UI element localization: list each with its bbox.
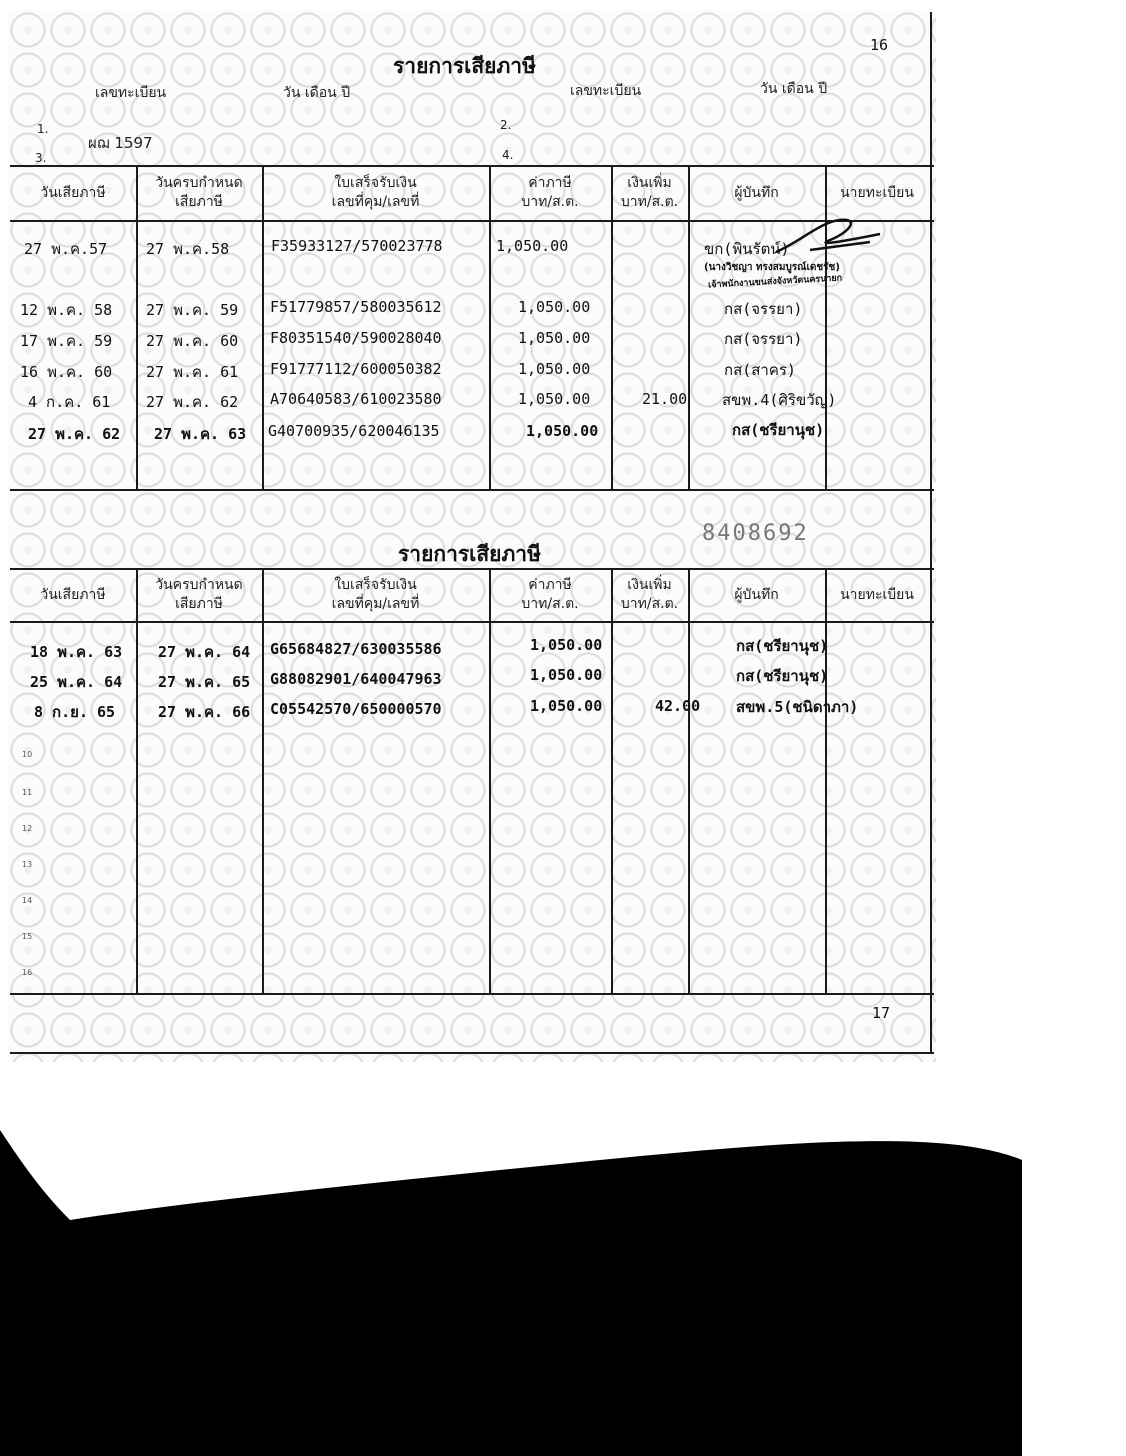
tax-amount: 1,050.00 (518, 329, 591, 347)
header-receipt-line2: เลขที่คุม/เลขที่ (331, 194, 420, 210)
table2-col-divider (136, 568, 138, 995)
header-receipt-line2: เลขที่คุม/เลขที่ (331, 596, 420, 612)
date-label-left: วัน เดือน ปี (283, 85, 351, 101)
tax-amount: 1,050.00 (496, 237, 569, 255)
recorder: กส(จรรยา) (724, 300, 803, 318)
receipt-number: G40700935/620046135 (268, 422, 440, 440)
tax-amount: 1,050.00 (526, 422, 599, 440)
receipt-number: F80351540/590028040 (270, 329, 442, 347)
paid-date: 25 พ.ค. 64 (30, 673, 123, 691)
due-date: 27 พ.ค.58 (146, 240, 230, 258)
reg-label-left: เลขทะเบียน (95, 85, 167, 101)
receipt-number: C05542570/650000570 (270, 700, 442, 718)
official-stamp-title: เจ้าพนักงานขนส่งจังหวัดนครนายก (707, 273, 843, 291)
row-number: 10 (22, 750, 33, 759)
header-paid-date: วันเสียภาษี (40, 185, 106, 201)
reg-value-1: ผฌ 1597 (88, 134, 153, 152)
paid-date: 12 พ.ค. 58 (20, 301, 113, 319)
recorder: กส(ชรียานุช) (736, 637, 829, 655)
slot-2: 2. (500, 118, 512, 132)
header-recorder: ผู้บันทึก (734, 587, 779, 603)
due-date: 27 พ.ค. 61 (146, 363, 239, 381)
recorder: สขพ.4(ศิริขวัญ) (722, 391, 837, 409)
header-tax-line1: ค่าภาษี (528, 175, 572, 191)
row-number: 14 (22, 896, 33, 905)
header-receipt-line1: ใบเสร็จรับเงิน (334, 577, 417, 593)
table1-col-divider (262, 165, 264, 491)
row-number: 12 (22, 824, 33, 833)
paid-date: 27 พ.ค.57 (24, 240, 108, 258)
receipt-number: G88082901/640047963 (270, 670, 442, 688)
reg-label-right: เลขทะเบียน (570, 83, 642, 99)
table2-col-divider (688, 568, 690, 995)
bleed-through-number: 8408692 (702, 521, 809, 546)
header-due-date-line1: วันครบกำหนด (155, 577, 243, 593)
due-date: 27 พ.ค. 66 (158, 703, 251, 721)
table2-top-rule (10, 568, 934, 570)
table2-col-divider (825, 568, 827, 995)
date-label-right: วัน เดือน ปี (760, 81, 828, 97)
paid-date: 4 ก.ค. 61 (28, 393, 111, 411)
header-due-date (138, 576, 260, 614)
table1-col-divider (136, 165, 138, 491)
slot-4: 4. (502, 148, 514, 162)
tax-amount: 1,050.00 (518, 298, 591, 316)
table1-bottom-rule (10, 489, 934, 491)
recorder: กส(ชรียานุช) (736, 667, 829, 685)
header-tax (491, 174, 609, 212)
page-number-top: 16 (870, 36, 889, 54)
paid-date: 16 พ.ค. 60 (20, 363, 113, 381)
row-number: 13 (22, 860, 33, 869)
table2-col-divider (262, 568, 264, 995)
table2-col-divider (489, 568, 491, 995)
surcharge-amount: 42.00 (655, 697, 701, 715)
row-number: 16 (22, 968, 33, 977)
header-receipt (264, 174, 487, 212)
due-date: 27 พ.ค. 63 (154, 425, 247, 443)
row-number: 11 (22, 788, 33, 797)
recorder: ขก(พินรัตน์) (704, 240, 790, 258)
header-surcharge-line2: บาท/ส.ต. (620, 596, 679, 612)
header-receipt-line1: ใบเสร็จรับเงิน (334, 175, 417, 191)
tax-amount: 1,050.00 (530, 697, 603, 715)
paid-date: 27 พ.ค. 62 (28, 425, 121, 443)
header-registrar: นายทะเบียน (840, 587, 914, 603)
header-surcharge-line1: เงินเพิ่ม (627, 175, 672, 191)
row-number: 15 (22, 932, 33, 941)
header-receipt (264, 576, 487, 614)
section2-title: รายการเสียภาษี (398, 541, 541, 566)
header-due-date-line2: เสียภาษี (175, 596, 223, 612)
table2-bottom-rule (10, 993, 934, 995)
header-tax-line1: ค่าภาษี (528, 577, 572, 593)
due-date: 27 พ.ค. 65 (158, 673, 251, 691)
paid-date: 8 ก.ย. 65 (34, 703, 116, 721)
header-tax (491, 576, 609, 614)
page-number-bottom: 17 (872, 1004, 891, 1022)
header-surcharge-line1: เงินเพิ่ม (627, 577, 672, 593)
slot-3: 3. (35, 151, 47, 165)
recorder: กส(สาคร) (724, 361, 796, 379)
recorder: สขพ.5(ชนิดาภา) (736, 698, 859, 716)
tax-amount: 1,050.00 (518, 390, 591, 408)
table1-col-divider (489, 165, 491, 491)
slot-1: 1. (37, 122, 49, 136)
header-paid-date: วันเสียภาษี (40, 587, 106, 603)
receipt-number: A70640583/610023580 (270, 390, 442, 408)
header-surcharge (613, 576, 686, 614)
surcharge-amount: 21.00 (642, 390, 688, 408)
tax-amount: 1,050.00 (530, 636, 603, 654)
due-date: 27 พ.ค. 60 (146, 332, 239, 350)
page-bottom-rule (10, 1052, 934, 1054)
header-recorder: ผู้บันทึก (734, 185, 779, 201)
header-registrar: นายทะเบียน (840, 185, 914, 201)
header-due-date-line1: วันครบกำหนด (155, 175, 243, 191)
header-surcharge (613, 174, 686, 212)
recorder: กส(จรรยา) (724, 330, 803, 348)
table1-top-rule (10, 165, 934, 167)
paid-date: 17 พ.ค. 59 (20, 332, 113, 350)
header-tax-line2: บาท/ส.ต. (521, 596, 579, 612)
table1-col-divider (611, 165, 613, 491)
table1-col-divider (688, 165, 690, 491)
receipt-number: F91777112/600050382 (270, 360, 442, 378)
paid-date: 18 พ.ค. 63 (30, 643, 123, 661)
table2-header-rule (10, 621, 934, 623)
header-tax-line2: บาท/ส.ต. (521, 194, 579, 210)
tax-amount: 1,050.00 (518, 360, 591, 378)
receipt-number: F51779857/580035612 (270, 298, 442, 316)
right-margin-rule (930, 12, 932, 1054)
scanner-shadow (0, 1100, 1126, 1456)
due-date: 27 พ.ค. 62 (146, 393, 239, 411)
header-due-date (138, 174, 260, 212)
table2-col-divider (611, 568, 613, 995)
due-date: 27 พ.ค. 59 (146, 301, 239, 319)
section1-title: รายการเสียภาษี (393, 53, 536, 78)
receipt-number: G65684827/630035586 (270, 640, 442, 658)
header-surcharge-line2: บาท/ส.ต. (620, 194, 679, 210)
receipt-number: F35933127/570023778 (271, 237, 443, 255)
tax-amount: 1,050.00 (530, 666, 603, 684)
signature-mark (770, 212, 890, 262)
recorder: กส(ชรียานุช) (732, 421, 825, 439)
official-stamp-name: (นางวิชญา ทรงสมบูรณ์เดชรัช) (704, 262, 840, 273)
due-date: 27 พ.ค. 64 (158, 643, 251, 661)
header-due-date-line2: เสียภาษี (175, 194, 223, 210)
